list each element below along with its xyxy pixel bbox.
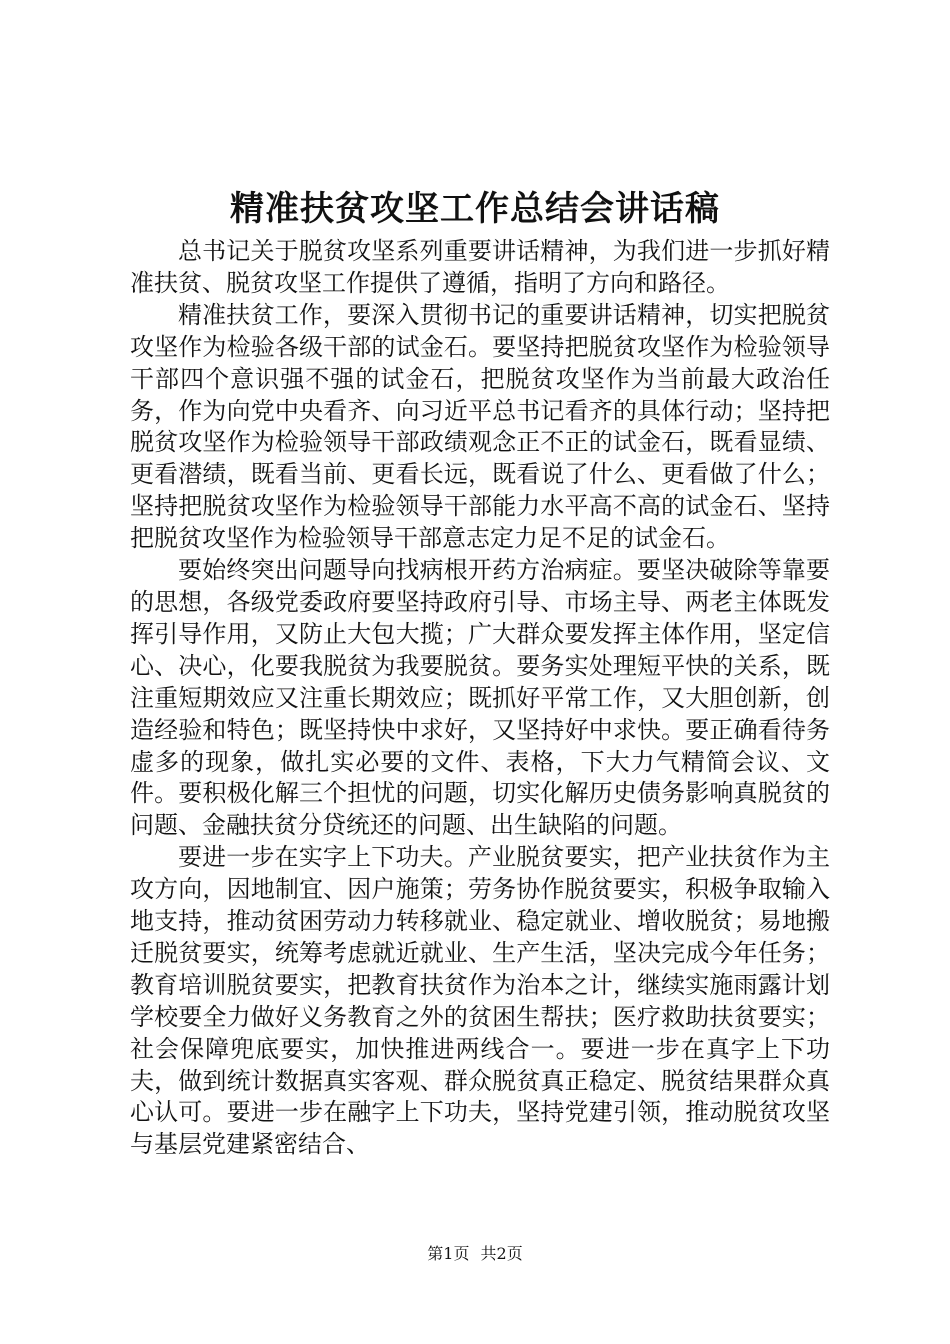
- paragraph-2: 精准扶贫工作，要深入贯彻书记的重要讲话精神，切实把脱贫攻坚作为检验各级干部的试金石。要坚持把脱贫攻坚作为检验领导干部四个意识强不强的试金石，把脱贫攻坚作为当前最大政治任务，作为向党中央看齐、向习近平总书记看齐的具体行动；坚持把脱贫攻坚作为检验领导干部政绩观念正不正的试金石，既看显绩、更看潜绩，既看当前、更看长远，既看说了什么、更看做了什么；坚持把脱贫攻坚作为检验领导干部能力水平高不高的试金石、坚持把脱贫攻坚作为检验领导干部意志定力足不足的试金石。: [130, 300, 830, 553]
- paragraph-4: 要进一步在实字上下功夫。产业脱贫要实，把产业扶贫作为主攻方向，因地制宜、因户施策；劳务协作脱贫要实，积极争取输入地支持，推动贫困劳动力转移就业、稳定就业、增收脱贫；易地搬迁脱贫要实，统筹考虑就近就业、生产生活，坚决完成今年任务；教育培训脱贫要实，把教育扶贫作为治本之计，继续实施雨露计划学校要全力做好义务教育之外的贫困生帮扶；医疗救助扶贫要实；社会保障兜底要实，加快推进两线合一。要进一步在真字上下功夫，做到统计数据真实客观、群众脱贫真正稳定、脱贫结果群众真心认可。要进一步在融字上下功夫，坚持党建引领，推动脱贫攻坚与基层党建紧密结合、: [130, 843, 830, 1159]
- page-number-total: 共2页: [480, 1244, 523, 1263]
- page-number-current: 第1页: [427, 1244, 470, 1263]
- paragraph-1: 总书记关于脱贫攻坚系列重要讲话精神，为我们进一步抓好精准扶贫、脱贫攻坚工作提供了遵循，指明了方向和路径。: [130, 237, 830, 297]
- document-title: 精准扶贫攻坚工作总结会讲话稿: [230, 189, 720, 229]
- paragraph-3: 要始终突出问题导向找病根开药方治病症。要坚决破除等靠要的思想，各级党委政府要坚持政府引导、市场主导、两老主体既发挥引导作用，又防止大包大揽；广大群众要发挥主体作用，坚定信心、决心，化要我脱贫为我要脱贫。要务实处理短平快的关系，既注重短期效应又注重长期效应；既抓好平常工作，又大胆创新，创造经验和特色；既坚持快中求好，又坚持好中求快。要正确看待务虚多的现象，做扎实必要的文件、表格，下大力气精简会议、文件。要积极化解三个担忧的问题，切实化解历史债务影响真脱贫的问题、金融扶贫分贷统还的问题、出生缺陷的问题。: [130, 556, 830, 840]
- page-footer: [0, 1244, 950, 1264]
- document-body: [130, 236, 830, 1161]
